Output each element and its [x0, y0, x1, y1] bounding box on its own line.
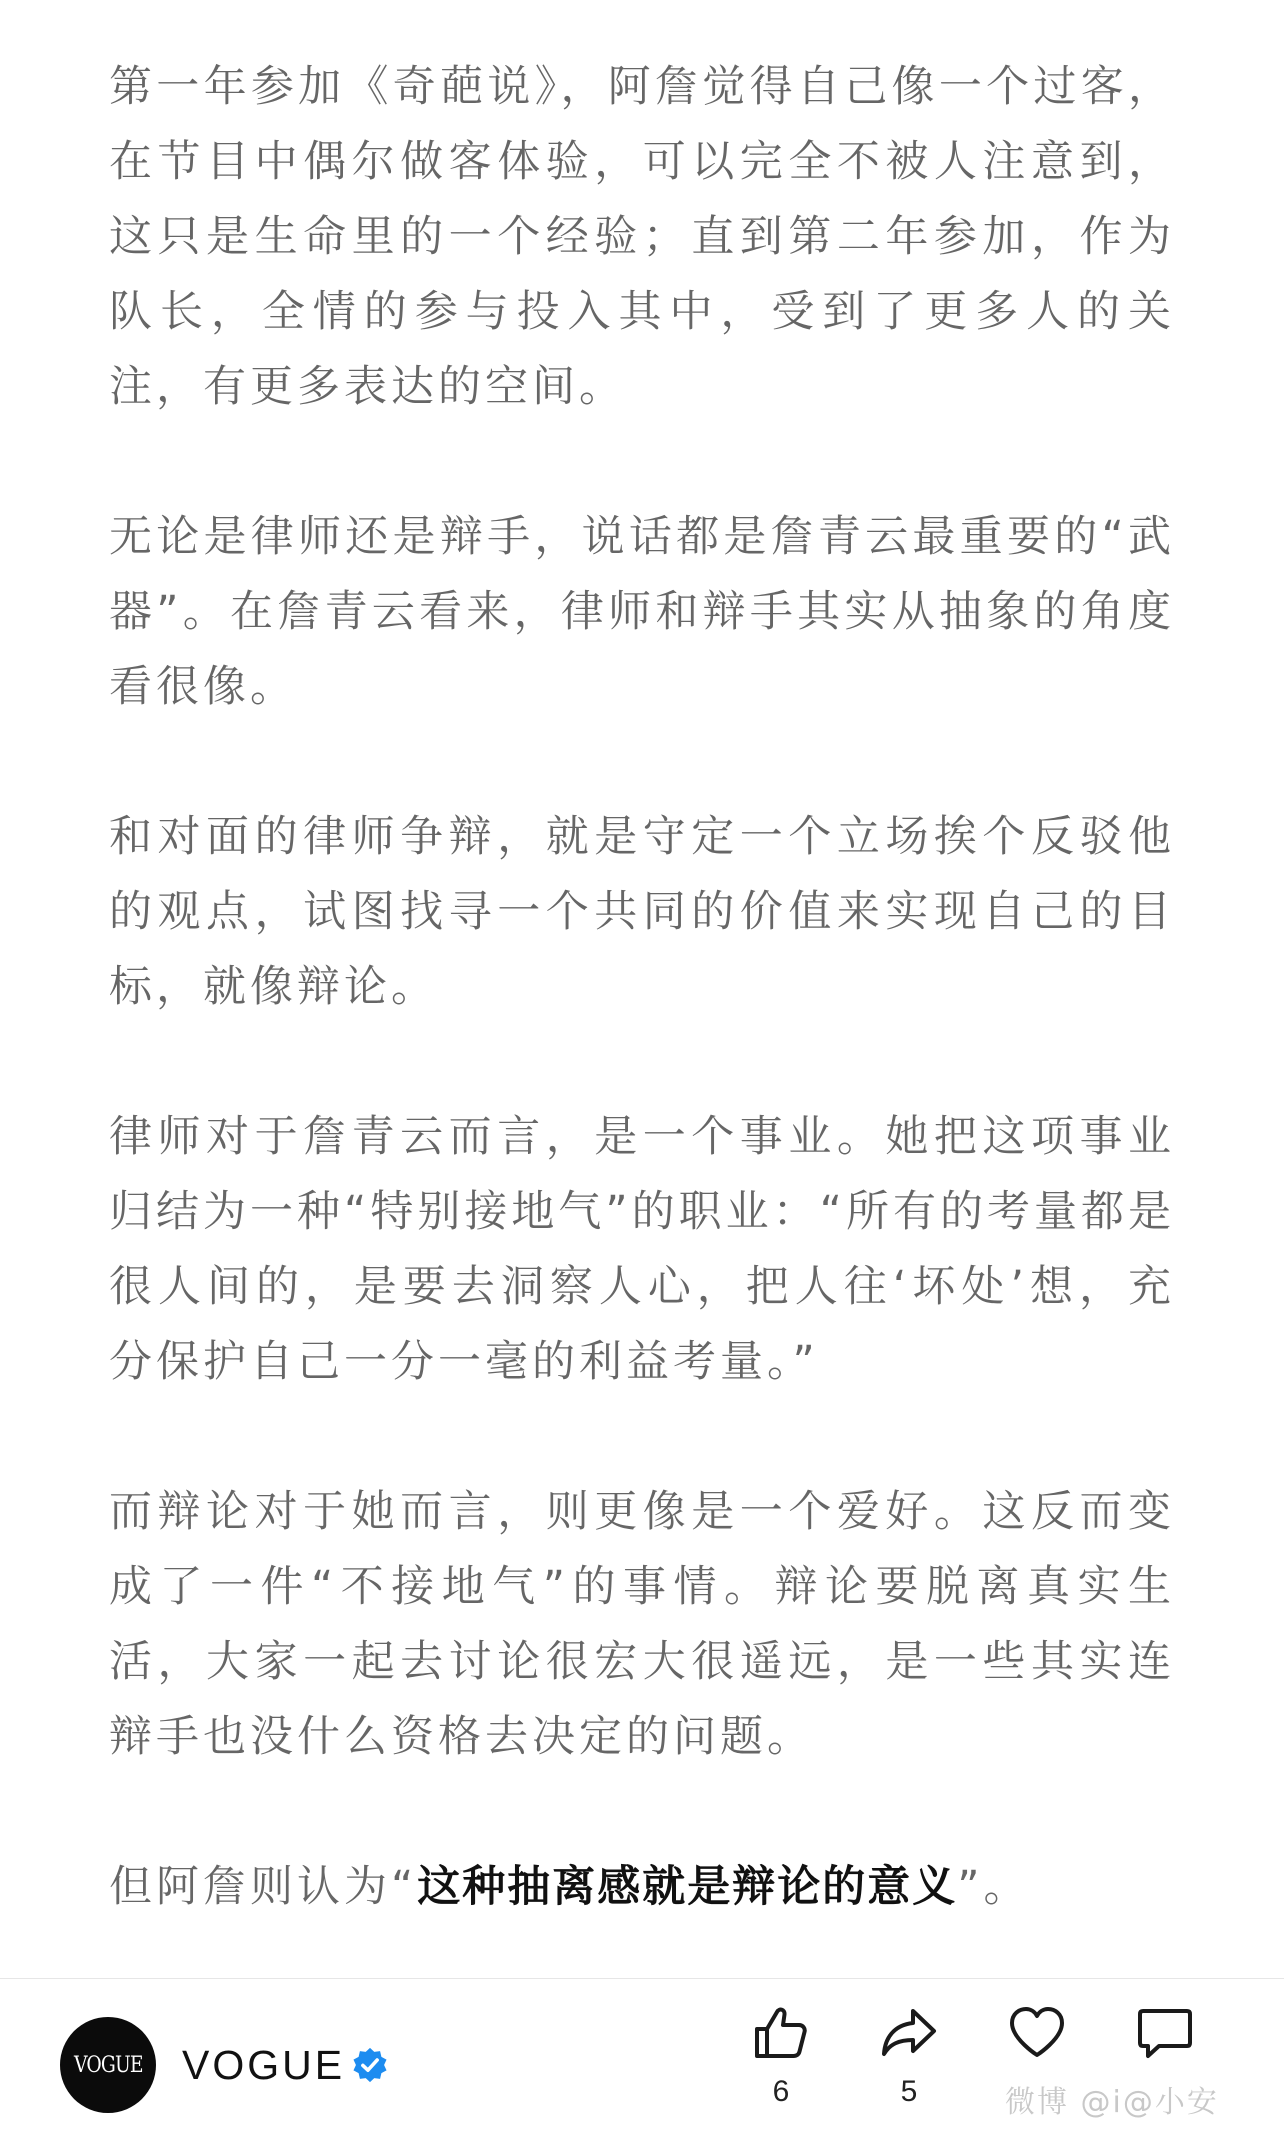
- author-avatar[interactable]: [60, 2017, 156, 2113]
- share-count: 5: [900, 2075, 918, 2108]
- post-footer: [0, 1979, 1284, 2134]
- comment-bubble-icon: [1135, 2003, 1195, 2063]
- thumbs-up-icon: [751, 2003, 811, 2063]
- author-info[interactable]: [182, 2035, 389, 2095]
- quote-suffix: ”。: [957, 1862, 1031, 1912]
- author-name: VOGUE: [182, 2041, 346, 2088]
- quote-prefix: 但阿詹则认为“: [109, 1862, 418, 1912]
- article-paragraph-3: 和对面的律师争辩，就是守定一个立场挨个反驳他的观点，试图找寻一个共同的价值来实现自己的目标，就像辩论。: [109, 812, 1175, 1012]
- article-paragraph-4: 律师对于詹青云而言，是一个事业。她把这项事业归结为一种“特别接地气”的职业：“所有的考量都是很人间的，是要去洞察人心，把人往‘坏处’想，充分保护自己一分一毫的利益考量。”: [109, 1112, 1175, 1387]
- article-body: [109, 50, 1175, 1925]
- article-paragraph-2: 无论是律师还是辩手，说话都是詹青云最重要的“武器”。在詹青云看来，律师和辩手其实从抽象的角度看很像。: [109, 512, 1175, 712]
- like-count: 6: [772, 2075, 790, 2108]
- like-button[interactable]: [741, 2003, 821, 2111]
- heart-icon: [1007, 2003, 1067, 2063]
- share-button[interactable]: [869, 2003, 949, 2111]
- article-paragraph-6: [109, 1850, 1175, 1925]
- quote-bold-text: 这种抽离感就是辩论的意义: [417, 1862, 958, 1912]
- article-paragraph-5: 而辩论对于她而言，则更像是一个爱好。这反而变成了一件“不接地气”的事情。辩论要脱离真实生活，大家一起去讨论很宏大很遥远，是一些其实连辩手也没什么资格去决定的问题。: [109, 1487, 1175, 1762]
- watermark-text: 微博 @i@小安: [1005, 2085, 1219, 2120]
- article-paragraph-1: 第一年参加《奇葩说》，阿詹觉得自己像一个过客，在节目中偶尔做客体验，可以完全不被人注意到，这只是生命里的一个经验；直到第二年参加，作为队长，全情的参与投入其中，受到了更多人的关注，有更多表达的空间。: [109, 62, 1175, 412]
- share-arrow-icon: [879, 2003, 939, 2063]
- verified-badge-icon: [351, 2046, 389, 2084]
- avatar-logo-text: VOGUE: [73, 2052, 143, 2078]
